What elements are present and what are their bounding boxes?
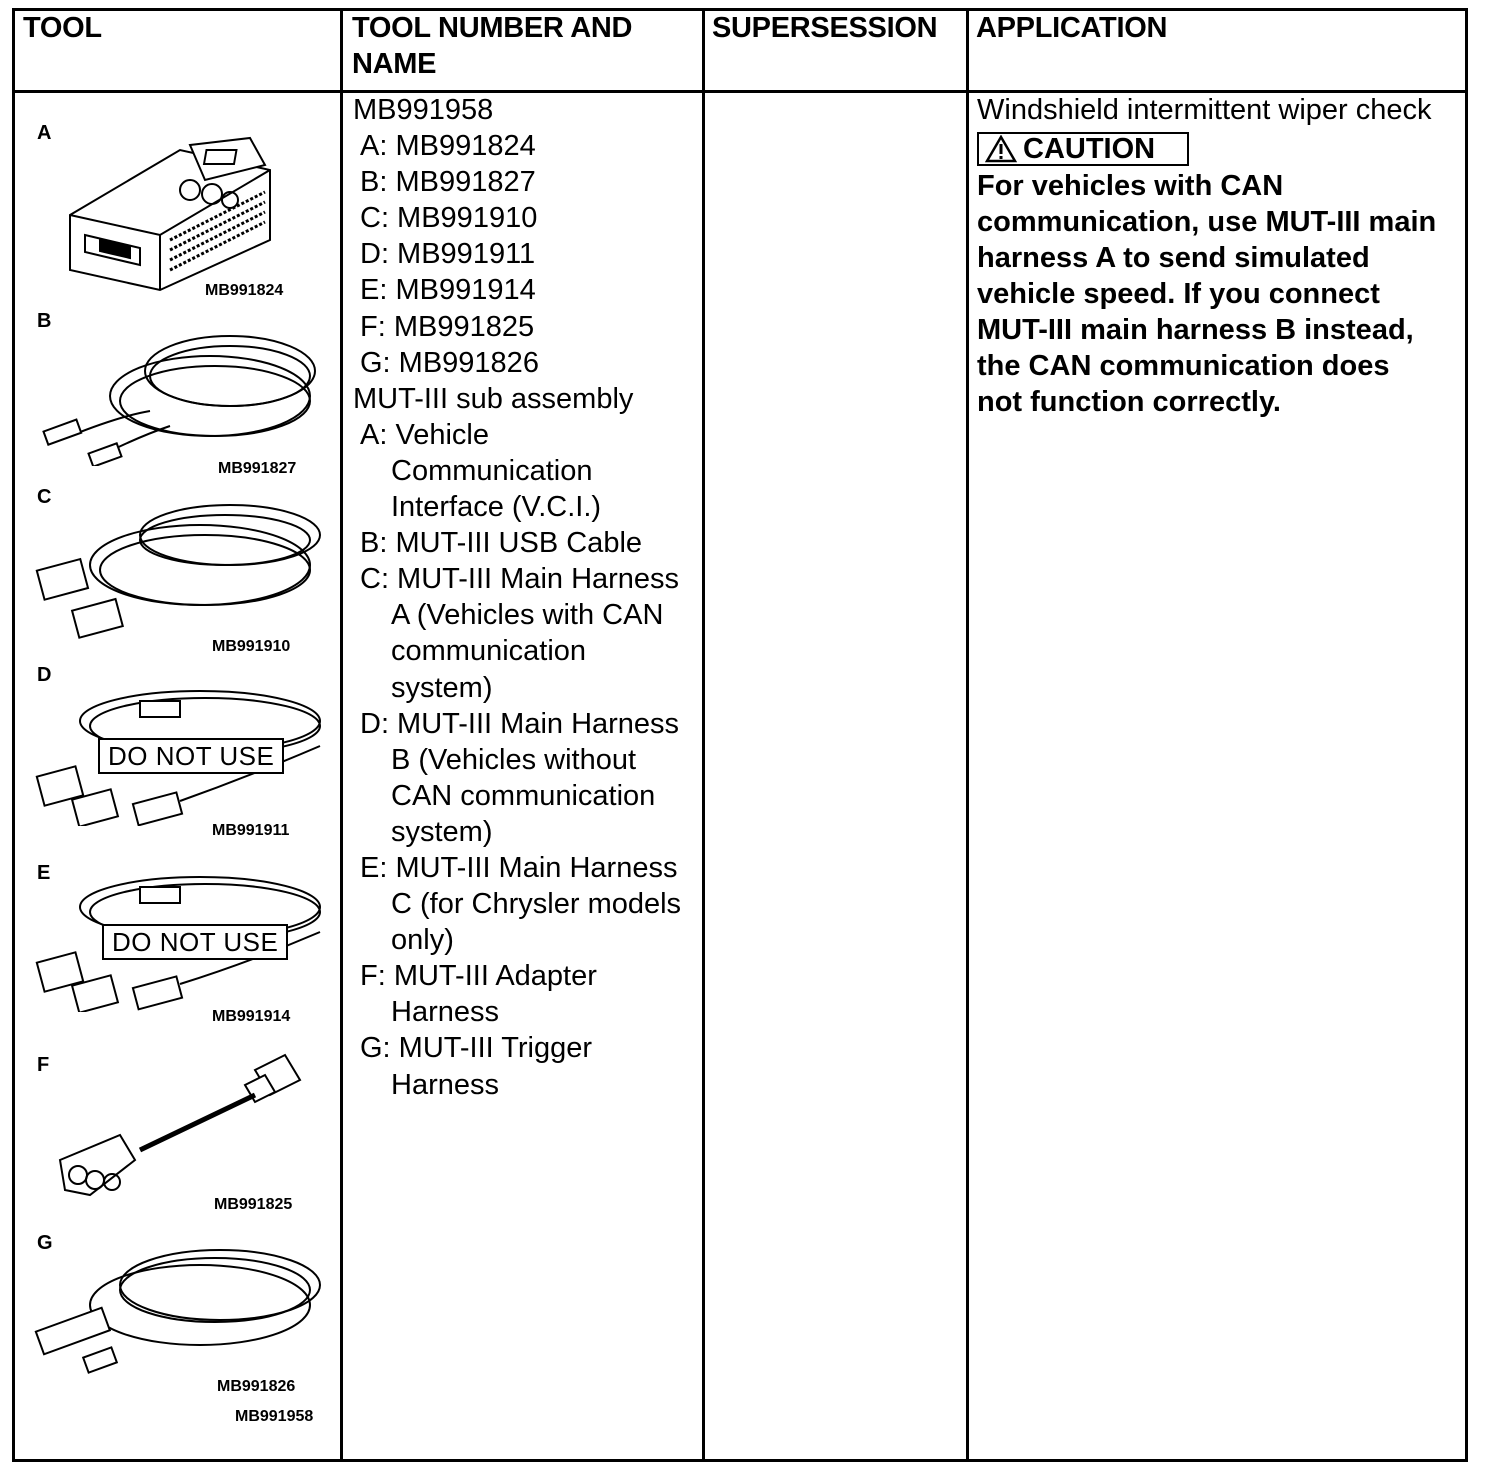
- caution-line: For vehicles with CAN: [977, 170, 1284, 202]
- tool-code-e: MB991914: [212, 1008, 291, 1025]
- header-supersession: SUPERSESSION: [712, 12, 938, 44]
- tool-number-line: B (Vehicles without: [391, 743, 637, 776]
- tool-code-a: MB991824: [205, 282, 284, 299]
- vci-unit-icon: [30, 130, 330, 295]
- tool-number-line: system): [391, 815, 493, 848]
- tool-number-line: C: MUT-III Main Harness: [360, 563, 680, 596]
- tool-code-c: MB991910: [212, 638, 291, 655]
- adapter-harness-icon: [30, 1050, 330, 1200]
- warning-triangle-icon: [985, 135, 1017, 163]
- application-text: Windshield intermittent wiper check: [977, 94, 1432, 126]
- tool-number-line: Harness: [391, 1068, 499, 1101]
- caution-line: MUT-III main harness B instead,: [977, 314, 1414, 346]
- header-tool-number: [352, 10, 632, 82]
- tool-number-line: B: MUT-III USB Cable: [360, 527, 643, 560]
- trigger-harness-icon: [30, 1240, 330, 1380]
- do-not-use-label-d: DO NOT USE: [98, 738, 284, 774]
- tool-number-line: F: MB991825: [360, 310, 535, 343]
- column-divider: [966, 8, 969, 1462]
- application-cell: [977, 92, 1462, 420]
- tool-number-heading: MUT-III sub assembly: [353, 382, 634, 415]
- column-divider: [340, 8, 343, 1462]
- tool-number-line: Harness: [391, 996, 499, 1029]
- tool-letter-b: B: [37, 310, 52, 332]
- tool-letter-e: E: [37, 862, 51, 884]
- tool-number-heading: MB991958: [353, 94, 494, 126]
- main-harness-icon: [30, 495, 330, 645]
- tool-number-line: system): [391, 671, 493, 704]
- tool-number-line: Interface (V.C.I.): [391, 491, 602, 524]
- tool-number-line: D: MUT-III Main Harness: [360, 707, 680, 740]
- tool-number-line: C (for Chrysler models: [391, 888, 682, 921]
- tool-number-line: G: MUT-III Trigger: [360, 1032, 593, 1065]
- tool-number-line: B: MB991827: [360, 166, 536, 199]
- header-tool-number-line2: NAME: [352, 48, 437, 80]
- tool-code-f: MB991825: [214, 1196, 293, 1213]
- do-not-use-label-e: DO NOT USE: [102, 924, 288, 960]
- header-tool: TOOL: [23, 12, 102, 44]
- tool-number-line: G: MB991826: [360, 346, 539, 379]
- tool-number-line: F: MUT-III Adapter: [360, 960, 597, 993]
- column-divider: [702, 8, 705, 1462]
- tool-number-line: CAN communication: [391, 779, 656, 812]
- tool-letter-c: C: [37, 486, 52, 508]
- tool-number-line: C: MB991910: [360, 202, 538, 235]
- tool-number-line: Communication: [391, 454, 593, 487]
- tool-letter-f: F: [37, 1054, 50, 1076]
- tool-number-line: A: Vehicle: [360, 418, 489, 451]
- tool-code-b: MB991827: [218, 460, 297, 477]
- caution-line: vehicle speed. If you connect: [977, 278, 1380, 310]
- tool-number-line: only): [391, 924, 454, 957]
- tool-number-line: A: MB991824: [360, 130, 536, 163]
- caution-line: the CAN communication does: [977, 350, 1390, 382]
- tool-number-list: [353, 92, 698, 1103]
- tool-number-line: E: MUT-III Main Harness: [360, 851, 678, 884]
- tool-code-g: MB991826: [217, 1378, 296, 1395]
- tool-number-line: communication: [391, 635, 587, 668]
- caution-line: not function correctly.: [977, 386, 1281, 418]
- tool-letter-d: D: [37, 664, 52, 686]
- caution-label: CAUTION: [1023, 132, 1156, 165]
- tool-letter-g: G: [37, 1232, 53, 1254]
- kit-code: MB991958: [235, 1408, 314, 1425]
- caution-box: [977, 132, 1189, 166]
- header-tool-number-line1: TOOL NUMBER AND: [352, 12, 633, 44]
- tool-number-line: D: MB991911: [360, 238, 536, 271]
- caution-text: [977, 168, 1462, 420]
- header-application: APPLICATION: [976, 12, 1168, 44]
- caution-line: communication, use MUT-III main: [977, 206, 1437, 238]
- caution-line: harness A to send simulated: [977, 242, 1370, 274]
- tool-letter-a: A: [37, 122, 52, 144]
- tool-number-line: E: MB991914: [360, 274, 536, 307]
- tool-code-d: MB991911: [212, 822, 290, 839]
- usb-cable-icon: [30, 316, 330, 466]
- tool-number-line: A (Vehicles with CAN: [391, 599, 664, 632]
